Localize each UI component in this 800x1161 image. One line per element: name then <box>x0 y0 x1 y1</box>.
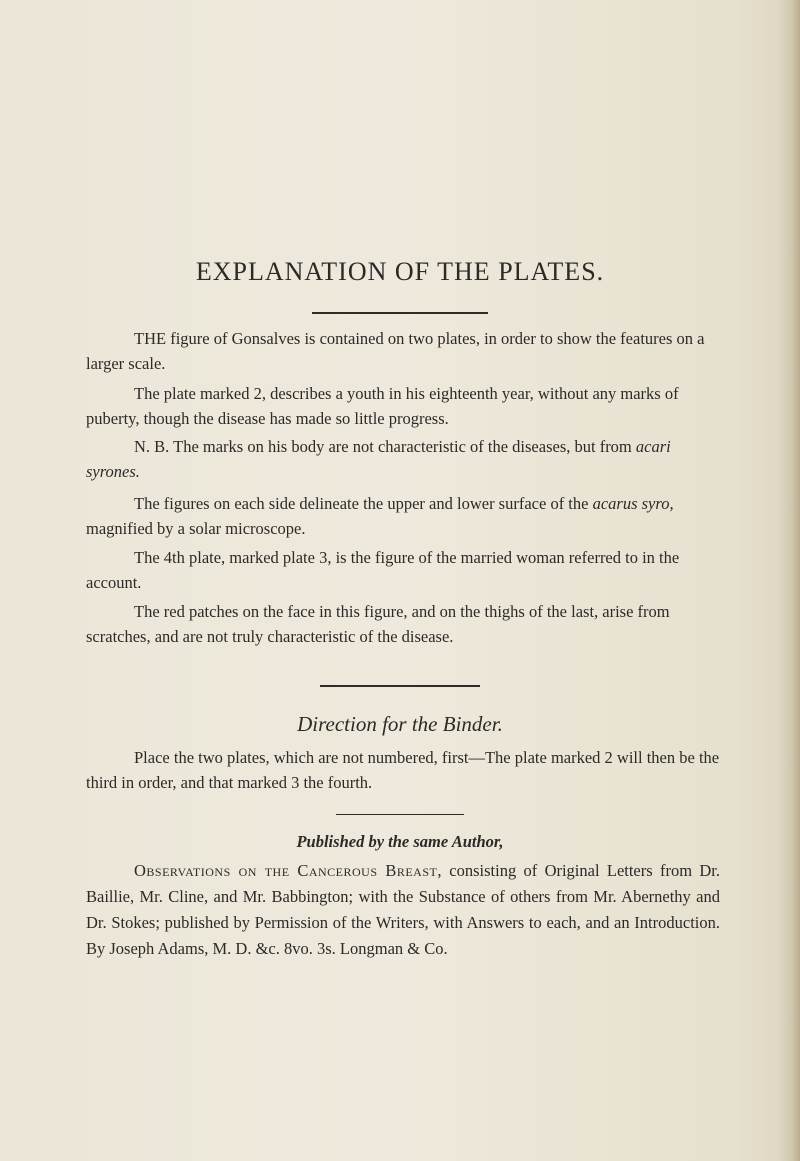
paragraph-red-patches: The red patches on the face in this figure, and on the thighs of the last, arise from scratches, and are not truly characteristic of the disease. <box>86 602 670 646</box>
binder-heading: Direction for the Binder. <box>297 712 503 736</box>
page-edge-shadow <box>778 0 800 1161</box>
nota-bene-text: N. B. The marks on his body are not characteristic of the diseases, but from <box>134 437 632 456</box>
paragraph-figures <box>86 491 720 541</box>
figures-text-after: magnified by a solar microscope. <box>86 519 306 538</box>
paragraph-plate-2: The plate marked 2, describes a youth in his eighteenth year, without any marks of puberty, though the disease has made so little progress. <box>86 384 679 428</box>
title-divider <box>312 312 488 314</box>
binder-divider <box>320 685 480 687</box>
paragraph-gonsalves: THE figure of Gonsalves is contained on two plates, in order to show the features on a larger scale. <box>86 329 705 373</box>
publication-details: consisting of Original Letters from Dr. Baillie, Mr. Cline, and Mr. Babbington; with the Substance of others from Mr. Abernethy and Dr. Stokes; published by Permission of the Writers, with Answers to each, and an Introduction. By Joseph Adams, M. D. &c. 8vo. 3s. Longman & Co. <box>86 861 720 958</box>
page-title: EXPLANATION OF THE PLATES. <box>195 257 605 286</box>
figures-italic: acarus syro, <box>592 494 674 513</box>
publication-heading: Published by the same Author, <box>296 832 504 851</box>
paragraph-nota-bene <box>86 434 720 484</box>
publication-title: Observations on the Cancerous Breast, <box>134 861 442 880</box>
binder-instructions: Place the two plates, which are not numbered, first—The plate marked 2 will then be the third in order, and that marked 3 the fourth. <box>86 748 720 792</box>
nota-bene-italic: acari syrones. <box>86 437 671 481</box>
figures-text-before: The figures on each side delineate the upper and lower surface of the <box>134 494 589 513</box>
publication-divider <box>336 814 464 815</box>
publication-notice <box>86 858 720 962</box>
paragraph-plate-4: The 4th plate, marked plate 3, is the figure of the married woman referred to in the account. <box>86 548 680 592</box>
